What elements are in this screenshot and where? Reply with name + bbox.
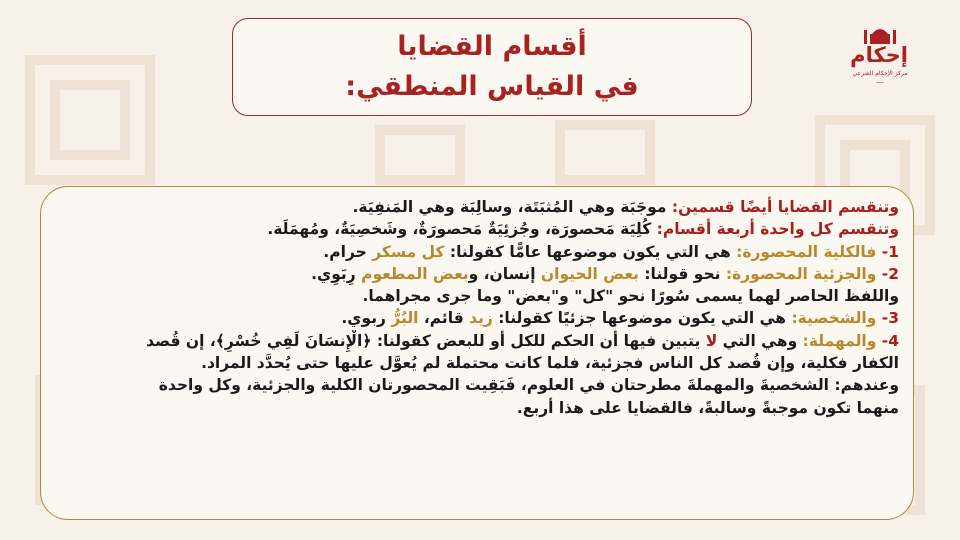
logo-word: إحكام xyxy=(850,43,908,67)
title-line-1: أقسام القضايا xyxy=(397,31,587,62)
text: ربوي. xyxy=(341,309,392,328)
text: رِبَوِي. xyxy=(311,264,362,283)
content-box xyxy=(40,186,914,520)
example-highlight: بعض الحيوان xyxy=(540,264,639,283)
logo-tagline: ـــــ xyxy=(876,79,884,85)
text: إنسان، و xyxy=(468,264,541,283)
title-box xyxy=(232,18,752,116)
term-two-sections: وتنقسم القضايا أيضًا قسمين: xyxy=(671,198,899,216)
text: موجَبَة وهي المُثبَتَة، وسالِبَة وهي المَنفِيَة. xyxy=(352,198,672,216)
term-four-sections: وتنقسم كل واحدة أربعة أقسام: xyxy=(656,220,899,239)
text: هي التي يكون موضوعها جزئيًا كقولنا: xyxy=(492,309,792,328)
negation-highlight: لا xyxy=(705,331,718,350)
term-universal: فالكلية المحصورة: xyxy=(736,242,877,261)
term-singular: والشخصية: xyxy=(791,309,877,328)
content-line-6 xyxy=(51,307,899,329)
content-line-8: الكفار فكلية، وإن قُصد كل الناس فجزئية، فلما كانت محتملة لم يُعوَّل عليها حتى يُحدَّد المراد. xyxy=(201,354,899,373)
title-line-2: في القياس المنطقي: xyxy=(345,71,639,102)
text: حرام. xyxy=(323,242,373,261)
example-highlight: كل مسكر xyxy=(372,242,445,261)
content-line-5: واللفظ الحاصر لهما يسمى سُورًا نحو "كل" و"بعض" وما جرى مجراهما. xyxy=(362,287,899,306)
term-indefinite: والمهملة: xyxy=(802,331,877,350)
example-highlight: بعض المطعوم xyxy=(361,264,469,283)
content-line-3 xyxy=(51,241,899,263)
item-number: 4- xyxy=(876,331,899,350)
example-highlight: زيد xyxy=(469,309,493,328)
text: هي التي يكون موضوعها عامًّا كقولنا: xyxy=(444,242,737,261)
content-line-1 xyxy=(51,196,899,218)
content-line-9: وعندهم: الشخصيةَ والمهملةَ مطرحتان في العلوم، فَبَقِيت المحصورتان الكلية والجزئية، وكل واحدة xyxy=(158,376,899,395)
text: كُلِيَة مَحصورَة، وجُزئِيَةٌ مَحصورَةٌ، وشَخصِيَةٌ، ومُهمَلَة. xyxy=(267,220,657,239)
item-number: 2- xyxy=(876,264,899,283)
content-line-4 xyxy=(51,263,899,285)
item-number: 3- xyxy=(876,309,899,328)
example-highlight: البُرُّ xyxy=(391,309,419,328)
text: وهي التي xyxy=(717,331,803,350)
term-particular: والجزئية المحصورة: xyxy=(725,264,877,283)
content-line-10: منهما تكون موجبةً وسالبةً، فالقضايا على هذا أربع. xyxy=(516,398,899,417)
content-line-2 xyxy=(51,218,899,240)
brand-logo xyxy=(852,26,908,92)
text: يتبين فيها أن الحكم للكل أو للبعض كقولنا: ﴿الْإِنسَانَ لَفِي خُسْرٍ﴾، إن قُصد xyxy=(146,331,706,350)
logo-subtitle: مركز الإحكام الشرعي xyxy=(852,70,908,77)
content-line-7 xyxy=(51,330,899,352)
text: نحو قولنا: xyxy=(638,264,726,283)
item-number: 1- xyxy=(876,242,899,261)
text: قائم، xyxy=(418,309,470,328)
